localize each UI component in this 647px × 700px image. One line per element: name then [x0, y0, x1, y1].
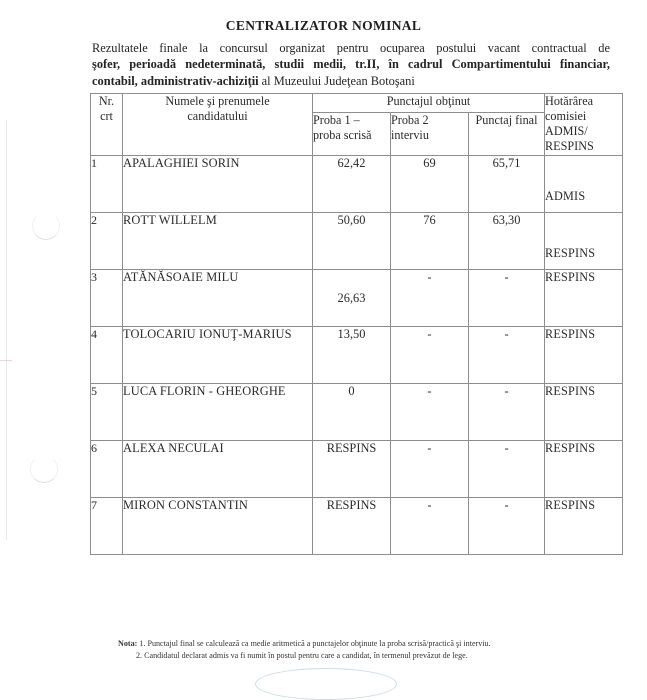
footer-note-label: Nota:	[118, 639, 138, 648]
results-table	[90, 93, 623, 555]
cell-proba-2: -	[391, 326, 469, 383]
header-final-score: Punctaj final	[469, 113, 545, 156]
cell-candidate-name: ALEXA NECULAI	[123, 440, 313, 497]
punch-hole-mark-top	[32, 212, 60, 240]
header-nr-crt-line2: crt	[100, 109, 113, 124]
cell-proba-2: -	[391, 269, 469, 326]
table-head	[91, 94, 623, 156]
header-proba-1-line2: proba scrisă	[313, 128, 372, 143]
table-body	[91, 155, 623, 554]
cell-candidate-name: APALAGHIEI SORIN	[123, 155, 313, 212]
intro-paragraph	[92, 40, 610, 89]
cell-decision: RESPINS	[545, 212, 623, 269]
cell-proba-1: RESPINS	[313, 440, 391, 497]
header-decision-line3: ADMIS/	[545, 124, 588, 139]
cell-proba-1: 0	[313, 383, 391, 440]
table-row	[91, 212, 623, 269]
intro-line-3-rest: al Muzeului Judeţean Botoşani	[258, 73, 415, 88]
header-proba-2	[391, 113, 469, 156]
table-row	[91, 383, 623, 440]
cell-nr-crt: 5	[91, 383, 123, 440]
table-row	[91, 497, 623, 554]
cell-final-score: -	[469, 269, 545, 326]
cell-decision: RESPINS	[545, 440, 623, 497]
intro-line-3-bold: contabil, administrativ-achiziţii	[92, 73, 259, 88]
footer-note	[118, 638, 588, 661]
punch-hole-mark-bottom	[30, 455, 58, 483]
cell-decision: RESPINS	[545, 269, 623, 326]
header-score-group: Punctajul obţinut	[313, 94, 545, 113]
table-row	[91, 155, 623, 212]
footer-note-line-1: 1. Punctajul final se calculează ca medie aritmetică a punctajelor obţinute la proba scrisă/practică şi interviu.	[137, 639, 491, 648]
header-nr-crt	[91, 94, 123, 156]
cell-candidate-name: ROTT WILLELM	[123, 212, 313, 269]
cell-decision: ADMIS	[545, 155, 623, 212]
header-candidate-name	[123, 94, 313, 156]
cell-decision: RESPINS	[545, 497, 623, 554]
table-header-row-1	[91, 94, 623, 113]
header-nr-crt-line1: Nr.	[98, 94, 115, 108]
cell-candidate-name: LUCA FLORIN - GHEORGHE	[123, 383, 313, 440]
cell-nr-crt: 6	[91, 440, 123, 497]
cell-proba-2: 69	[391, 155, 469, 212]
header-proba-1	[313, 113, 391, 156]
header-decision-line1: Hotărârea	[545, 94, 594, 108]
page-title: CENTRALIZATOR NOMINAL	[225, 18, 422, 33]
header-proba-2-line2: interviu	[391, 128, 429, 143]
cell-proba-2: -	[391, 497, 469, 554]
header-proba-1-line1: Proba 1 –	[313, 113, 360, 127]
header-commission-decision	[545, 94, 623, 156]
cell-nr-crt: 4	[91, 326, 123, 383]
header-proba-2-line1: Proba 2	[391, 113, 429, 127]
header-candidate-name-line2: candidatului	[187, 109, 248, 124]
cell-proba-2: -	[391, 440, 469, 497]
table-row	[91, 326, 623, 383]
cell-final-score: 63,30	[469, 212, 545, 269]
cell-nr-crt: 3	[91, 269, 123, 326]
cell-final-score: -	[469, 326, 545, 383]
cell-decision: RESPINS	[545, 326, 623, 383]
cell-final-score: 65,71	[469, 155, 545, 212]
cell-proba-2: 76	[391, 212, 469, 269]
table-row	[91, 440, 623, 497]
cell-proba-1: 13,50	[313, 326, 391, 383]
cell-final-score: -	[469, 497, 545, 554]
cell-proba-1: 62,42	[313, 155, 391, 212]
header-candidate-name-line1: Numele şi prenumele	[165, 94, 270, 108]
cell-nr-crt: 1	[91, 155, 123, 212]
table-row	[91, 269, 623, 326]
header-decision-line2: comisiei	[545, 109, 587, 124]
cell-decision: RESPINS	[545, 383, 623, 440]
cell-candidate-name: ATĂNĂSOAIE MILU	[123, 269, 313, 326]
header-decision-line4: RESPINS	[545, 139, 594, 154]
footer-note-line-2: 2. Candidatul declarat admis va fi numit în postul pentru care a candidat, în termenul prevăzut de lege.	[136, 650, 468, 660]
cell-final-score: -	[469, 383, 545, 440]
cell-candidate-name: TOLOCARIU IONUŢ-MARIUS	[123, 326, 313, 383]
results-table-wrapper	[90, 93, 622, 603]
cell-proba-1: 26,63	[313, 269, 391, 326]
cell-proba-1: RESPINS	[313, 497, 391, 554]
cell-proba-2: -	[391, 383, 469, 440]
cell-final-score: -	[469, 440, 545, 497]
cell-nr-crt: 7	[91, 497, 123, 554]
intro-line-2: şofer, perioadă nedeterminată, studii medii, tr.II, în cadrul Compartimentului financiar,	[92, 57, 610, 72]
scan-speck	[0, 360, 12, 361]
scan-edge-line	[6, 120, 7, 540]
intro-line-1: Rezultatele finale la concursul organizat pentru ocuparea postului vacant contractual de	[92, 41, 610, 55]
scan-arc-bottom	[255, 668, 397, 700]
cell-nr-crt: 2	[91, 212, 123, 269]
intro-line-3	[92, 73, 610, 89]
cell-proba-1: 50,60	[313, 212, 391, 269]
cell-candidate-name: MIRON CONSTANTIN	[123, 497, 313, 554]
